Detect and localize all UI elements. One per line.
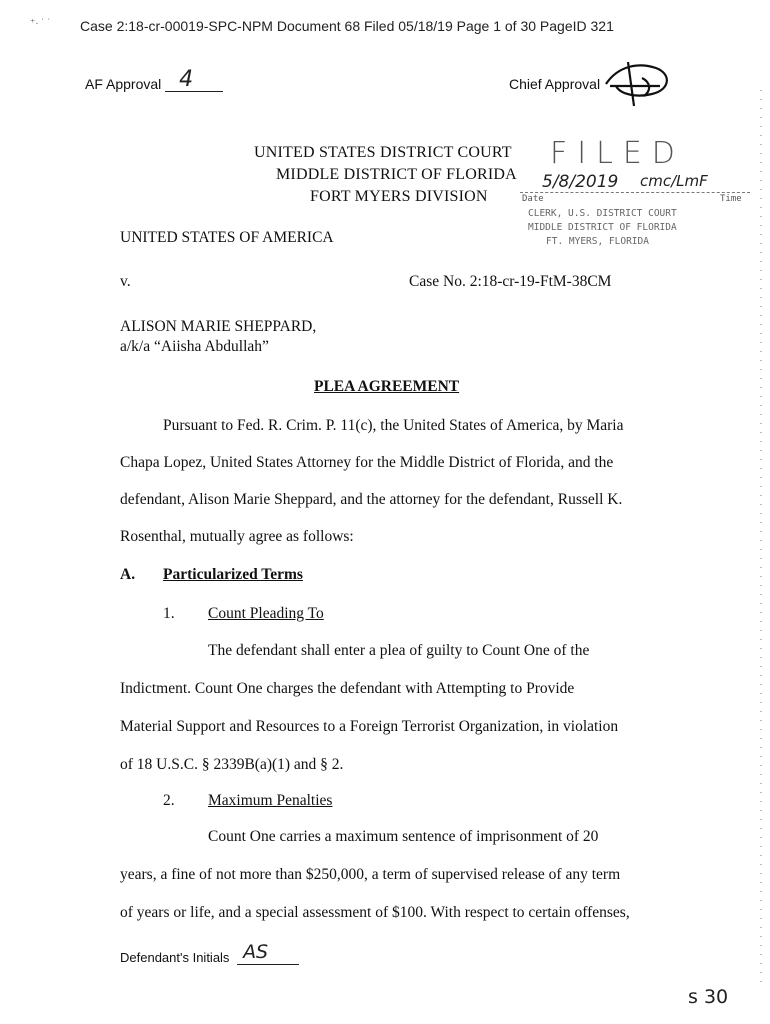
stamp-clerk-line1: CLERK, U.S. DISTRICT COURT (528, 208, 677, 219)
page-mark: s 30 (688, 986, 729, 1008)
stamp-clerk-line2: MIDDLE DISTRICT OF FLORIDA (528, 222, 677, 233)
caption-defendant: ALISON MARIE SHEPPARD, (120, 318, 317, 335)
intro-line: Chapa Lopez, United States Attorney for the Middle District of Florida, and the (120, 454, 614, 471)
caption-aka: a/k/a “Aiisha Abdullah” (120, 338, 269, 355)
court-name: UNITED STATES DISTRICT COURT (254, 144, 512, 161)
item1-line: Indictment. Count One charges the defendant with Attempting to Provide (120, 680, 575, 697)
item2-title: Maximum Penalties (208, 792, 333, 809)
item1-line: Material Support and Resources to a Foreign Terrorist Organization, in violation (120, 718, 619, 735)
item1-title: Count Pleading To (208, 605, 324, 622)
defendant-initials-value: AS (243, 941, 269, 963)
item2-line: Count One carries a maximum sentence of imprisonment of 20 (208, 828, 599, 845)
section-a-letter: A. (120, 566, 136, 583)
case-header: Case 2:18-cr-00019-SPC-NPM Document 68 Filed 05/18/19 Page 1 of 30 PageID 321 (80, 18, 614, 34)
caption-versus: v. (120, 273, 131, 290)
stamp-initials-handwritten: cmc/LmF (640, 172, 708, 190)
item2-number: 2. (163, 792, 175, 809)
scan-speckle: ⁺· ˙ ˙ (30, 18, 51, 29)
court-division: FORT MYERS DIVISION (310, 188, 488, 205)
chief-approval-label: Chief Approval (509, 76, 601, 92)
item1-number: 1. (163, 605, 175, 622)
defendant-initials (120, 941, 299, 965)
af-approval-initials: 4 (179, 67, 194, 92)
stamp-date-rule (520, 192, 750, 193)
item1-line: of 18 U.S.C. § 2339B(a)(1) and § 2. (120, 756, 344, 773)
af-approval-label: AF Approval (85, 76, 162, 92)
stamp-filed-word: FILED (550, 136, 685, 171)
chief-approval-signature (598, 56, 678, 108)
court-district: MIDDLE DISTRICT OF FLORIDA (276, 166, 517, 183)
intro-line: Pursuant to Fed. R. Crim. P. 11(c), the United States of America, by Maria (163, 417, 624, 434)
chief-approval (509, 76, 600, 92)
filed-stamp (520, 136, 750, 286)
defendant-initials-label: Defendant's Initials (120, 950, 230, 965)
stamp-clerk-line3: FT. MYERS, FLORIDA (546, 236, 649, 247)
scan-edge-dots (760, 90, 762, 990)
intro-line: Rosenthal, mutually agree as follows: (120, 528, 354, 545)
af-approval (85, 67, 223, 92)
af-approval-line (165, 67, 223, 92)
intro-line: defendant, Alison Marie Sheppard, and the attorney for the defendant, Russell K. (120, 491, 623, 508)
defendant-initials-line (237, 941, 299, 965)
section-a-title: Particularized Terms (163, 566, 303, 583)
caption-plaintiff: UNITED STATES OF AMERICA (120, 229, 334, 246)
stamp-time-label: Time (720, 194, 742, 204)
item2-line: of years or life, and a special assessment of $100. With respect to certain offenses, (120, 904, 630, 921)
stamp-date-handwritten: 5/8/2019 (542, 172, 619, 192)
stamp-date-label: Date (522, 194, 544, 204)
item2-line: years, a fine of not more than $250,000, a term of supervised release of any term (120, 866, 621, 883)
item1-line: The defendant shall enter a plea of guilty to Count One of the (208, 642, 590, 659)
document-title: PLEA AGREEMENT (314, 378, 460, 395)
case-number: Case No. 2:18-cr-19-FtM-38CM (409, 273, 612, 290)
